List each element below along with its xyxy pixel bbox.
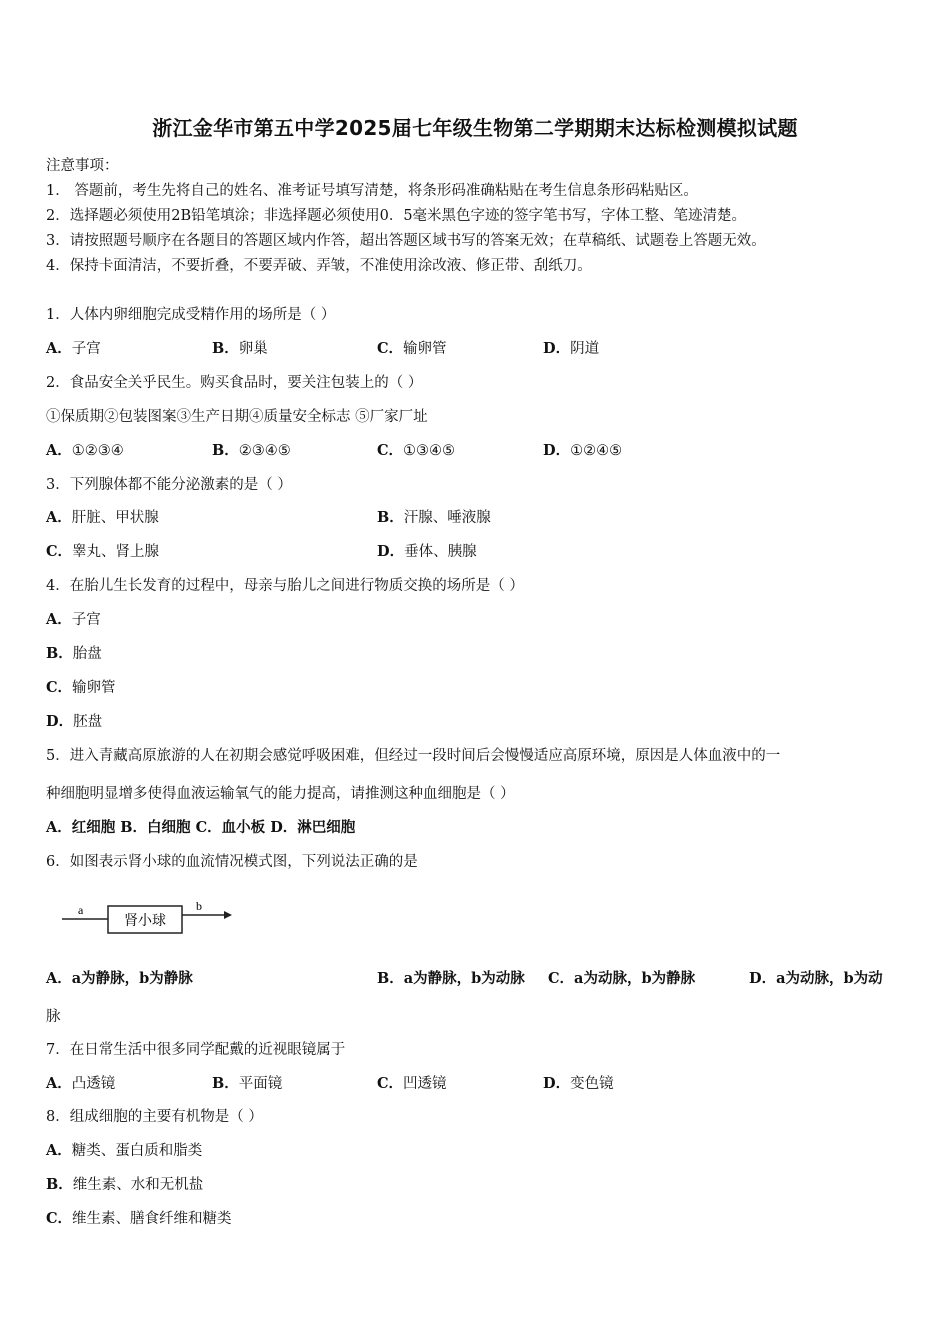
option: C．睾丸、肾上腺 (46, 543, 160, 560)
option: B．卵巢 (212, 340, 268, 357)
question-stem: 4．在胎儿生长发育的过程中，母亲与胎儿之间进行物质交换的场所是（ ） (46, 578, 524, 594)
option: B．平面镜 (212, 1075, 283, 1092)
glomerulus-diagram (60, 898, 240, 946)
option: C．①③④⑤ (377, 442, 456, 459)
option: D．胚盘 (46, 713, 103, 730)
outflow-label: b (196, 899, 202, 913)
option: D．变色镜 (543, 1075, 614, 1092)
question-extra: ①保质期②包装图案③生产日期④质量安全标志 ⑤厂家厂址 (46, 409, 428, 425)
option: C．凹透镜 (377, 1075, 447, 1092)
option: D．阴道 (543, 340, 600, 357)
option: A．肝脏、甲状腺 (46, 509, 159, 526)
option: C．a为动脉，b为静脉 (548, 970, 696, 987)
option: A．①②③④ (46, 442, 124, 459)
option: B．②③④⑤ (212, 442, 291, 459)
question-stem: 8．组成细胞的主要有机物是（ ） (46, 1109, 263, 1125)
option: A．子宫 (46, 611, 101, 628)
question-stem-continued: 种细胞明显增多使得血液运输氧气的能力提高，请推测这种血细胞是（ ） (46, 786, 515, 802)
question-stem: 1．人体内卵细胞完成受精作用的场所是（ ） (46, 307, 336, 323)
option-wrap: 脉 (46, 1009, 61, 1025)
option: B．汗腺、唾液腺 (377, 509, 491, 526)
question-stem: 5．进入青藏高原旅游的人在初期会感觉呼吸困难，但经过一段时间后会慢慢适应高原环境，原因是人体血液中的一 (46, 748, 781, 764)
option: A．a为静脉，b为静脉 (46, 970, 193, 987)
options-line: A．红细胞 B．白细胞 C．血小板 D．淋巴细胞 (46, 819, 356, 836)
question-stem: 6．如图表示肾小球的血流情况模式图，下列说法正确的是 (46, 854, 418, 870)
option: D．垂体、胰腺 (377, 543, 477, 560)
option: A．子宫 (46, 340, 101, 357)
inflow-label: a (78, 903, 84, 917)
question-stem: 3．下列腺体都不能分泌激素的是（ ） (46, 477, 292, 493)
page-title: 浙江金华市第五中学2025届七年级生物第二学期期末达标检测模拟试题 (152, 116, 798, 140)
notice-item: 4．保持卡面清洁，不要折叠，不要弄破、弄皱，不准使用涂改液、修正带、刮纸刀。 (46, 258, 592, 274)
question-stem: 7．在日常生活中很多同学配戴的近视眼镜属于 (46, 1042, 346, 1058)
option: A．凸透镜 (46, 1075, 116, 1092)
question-stem: 2．食品安全关乎民生。购买食品时，要关注包装上的（ ） (46, 375, 423, 391)
option: B．胎盘 (46, 645, 102, 662)
notice-item: 2．选择题必须使用2B铅笔填涂；非选择题必须使用0．5毫米黑色字迹的签字笔书写，字体工整、笔迹清楚。 (46, 208, 747, 224)
option: C．输卵管 (46, 679, 116, 696)
option: C．输卵管 (377, 340, 447, 357)
option: D．a为动脉，b为动 (749, 970, 883, 987)
option: C．维生素、膳食纤维和糖类 (46, 1210, 232, 1227)
notice-item: 1． 答题前，考生先将自己的姓名、准考证号填写清楚，将条形码准确粘贴在考生信息条形码粘贴区。 (46, 183, 698, 199)
notice-heading: 注意事项： (46, 158, 119, 174)
option: D．①②④⑤ (543, 442, 623, 459)
option: A．糖类、蛋白质和脂类 (46, 1142, 203, 1159)
glomerulus-box-label: 肾小球 (124, 913, 166, 929)
option: B．a为静脉，b为动脉 (377, 970, 525, 987)
notice-item: 3．请按照题号顺序在各题目的答题区域内作答，超出答题区域书写的答案无效；在草稿纸、试题卷上答题无效。 (46, 233, 766, 249)
option: B．维生素、水和无机盐 (46, 1176, 204, 1193)
